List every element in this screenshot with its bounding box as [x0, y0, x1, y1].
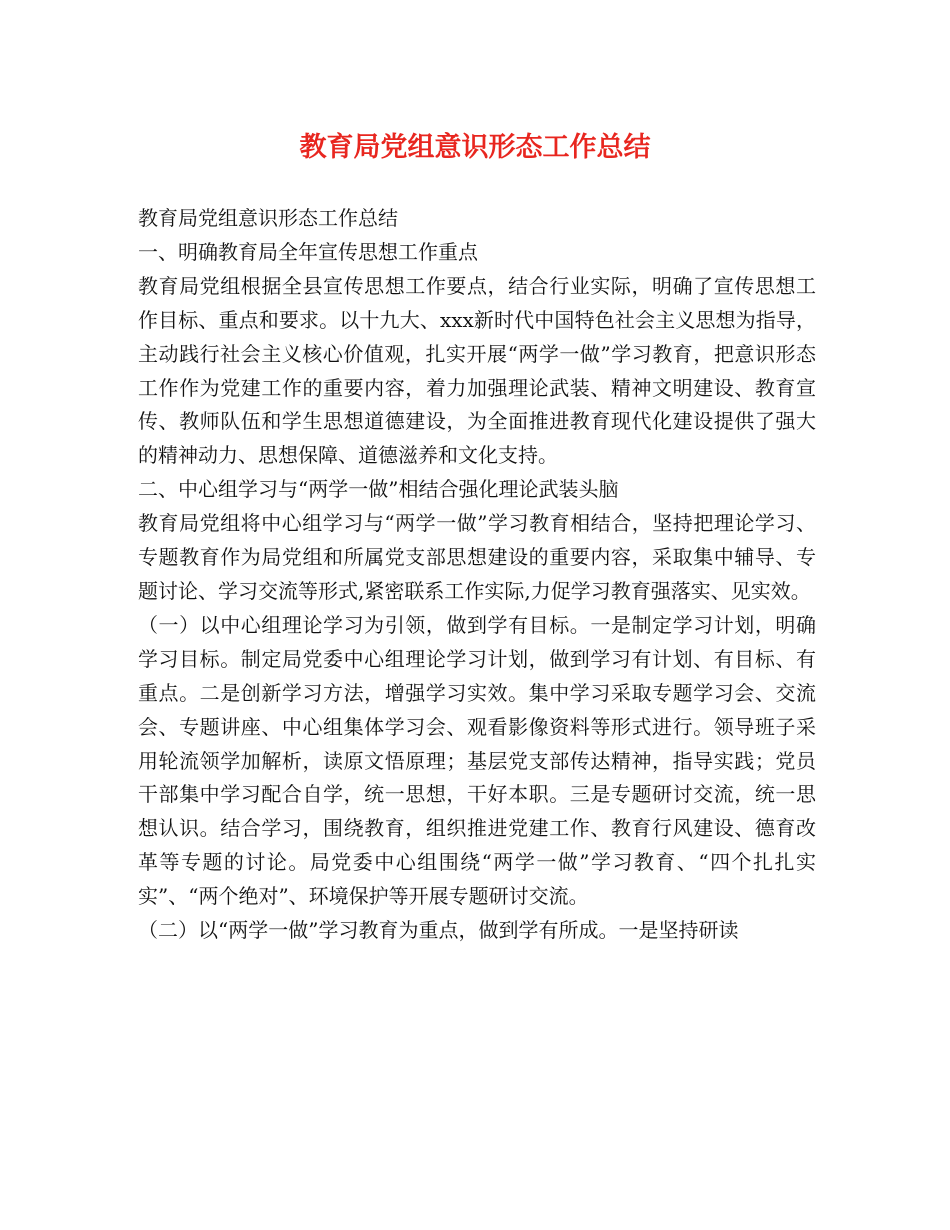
paragraph: 教育局党组将中心组学习与“两学一做”学习教育相结合，坚持把理论学习、专题教育作为局党组和所属党支部思想建设的重要内容，采取集中辅导、专题讨论、学习交流等形式,紧密联系工作实际,力促学习教育强落实、见实效。 [138, 511, 816, 603]
document-title: 教育局党组意识形态工作总结 [299, 132, 651, 163]
section-heading-1: 一、明确教育局全年宣传思想工作重点 [138, 239, 478, 264]
section-heading-2: 二、中心组学习与“两学一做”相结合强化理论武装头脑 [138, 477, 619, 502]
subtitle-line: 教育局党组意识形态工作总结 [138, 206, 398, 230]
document-body [138, 202, 816, 948]
paragraph: 教育局党组根据全县宣传思想工作要点，结合行业实际，明确了宣传思想工作目标、重点和要求。以十九大、xxx新时代中国特色社会主义思想为指导，主动践行社会主义核心价值观，扎实开展“两学一做”学习教育，把意识形态工作作为党建工作的重要内容，着力加强理论武装、精神文明建设、教育宣传、教师队伍和学生思想道德建设，为全面推进教育现代化建设提供了强大的精神动力、思想保障、道德滋养和文化支持。 [138, 273, 816, 468]
paragraph: （二）以“两学一做”学习教育为重点，做到学有所成。一是坚持研读 [138, 918, 739, 943]
paragraph: （一）以中心组理论学习为引领，做到学有目标。一是制定学习计划，明确学习目标。制定局党委中心组理论学习计划，做到学习有计划、有目标、有重点。二是创新学习方法，增强学习实效。集中学习采取专题学习会、交流会、专题讲座、中心组集体学习会、观看影像资料等形式进行。领导班子采用轮流领学加解析，读原文悟原理；基层党支部传达精神，指导实践；党员干部集中学习配合自学，统一思想，干好本职。三是专题研讨交流，统一思想认识。结合学习，围绕教育，组织推进党建工作、教育行风建设、德育改革等专题的讨论。局党委中心组围绕“两学一做”学习教育、“四个扎扎实实”、“两个绝对”、环境保护等开展专题研讨交流。 [138, 612, 816, 909]
